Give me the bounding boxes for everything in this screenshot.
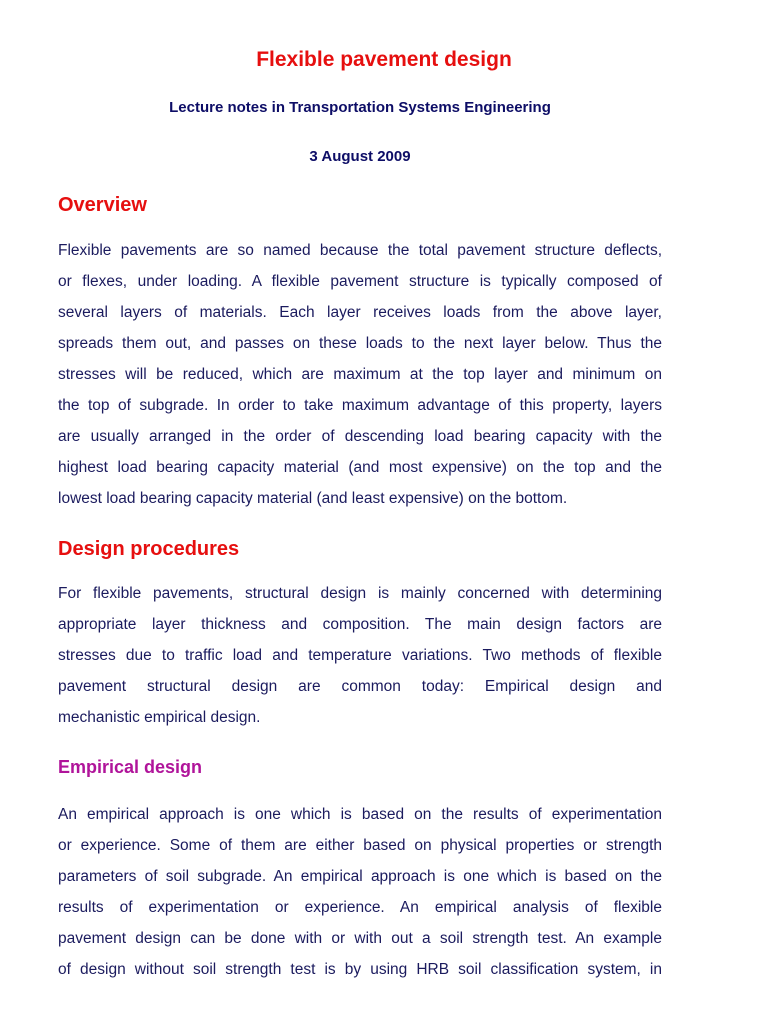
paragraph-line: An empirical approach is one which is based on the results of experimentation <box>58 806 662 823</box>
paragraph-line: spreads them out, and passes on these loads to the next layer below. Thus the <box>58 335 662 352</box>
document-title: Flexible pavement design <box>256 48 512 71</box>
paragraph-design-procedures <box>58 578 662 733</box>
paragraph-line: the top of subgrade. In order to take maximum advantage of this property, layers <box>58 397 662 414</box>
paragraph-line: or flexes, under loading. A flexible pavement structure is typically composed of <box>58 273 662 290</box>
paragraph-line: results of experimentation or experience. An empirical analysis of flexible <box>58 899 662 916</box>
document-date: 3 August 2009 <box>309 148 411 165</box>
section-heading-design-procedures: Design procedures <box>58 538 240 560</box>
paragraph-line: Flexible pavements are so named because the total pavement structure deflects, <box>58 242 662 259</box>
paragraph-line: pavement design can be done with or with out a soil strength test. An example <box>58 930 662 947</box>
paragraph-line: stresses due to traffic load and temperature variations. Two methods of flexible <box>58 647 662 664</box>
paragraph-line: mechanistic empirical design. <box>58 709 261 726</box>
section-heading-overview: Overview <box>58 194 147 216</box>
document-subtitle: Lecture notes in Transportation Systems Engineering <box>169 99 551 116</box>
paragraph-line: lowest load bearing capacity material (and least expensive) on the bottom. <box>58 490 568 507</box>
paragraph-line: pavement structural design are common today: Empirical design and <box>58 678 662 695</box>
subsection-heading-empirical-design: Empirical design <box>58 757 203 777</box>
paragraph-line: For flexible pavements, structural design is mainly concerned with determining <box>58 585 662 602</box>
paragraph-line: are usually arranged in the order of descending load bearing capacity with the <box>58 428 662 445</box>
paragraph-line: parameters of soil subgrade. An empirical approach is one which is based on the <box>58 868 662 885</box>
paragraph-line: or experience. Some of them are either based on physical properties or strength <box>58 837 662 854</box>
paragraph-line: of design without soil strength test is by using HRB soil classification system, in <box>58 961 662 978</box>
paragraph-empirical-design <box>58 799 662 985</box>
paragraph-overview <box>58 235 662 514</box>
paragraph-line: several layers of materials. Each layer receives loads from the above layer, <box>58 304 662 321</box>
paragraph-line: stresses will be reduced, which are maximum at the top layer and minimum on <box>58 366 662 383</box>
paragraph-line: highest load bearing capacity material (and most expensive) on the top and the <box>58 459 662 476</box>
paragraph-line: appropriate layer thickness and composition. The main design factors are <box>58 616 662 633</box>
